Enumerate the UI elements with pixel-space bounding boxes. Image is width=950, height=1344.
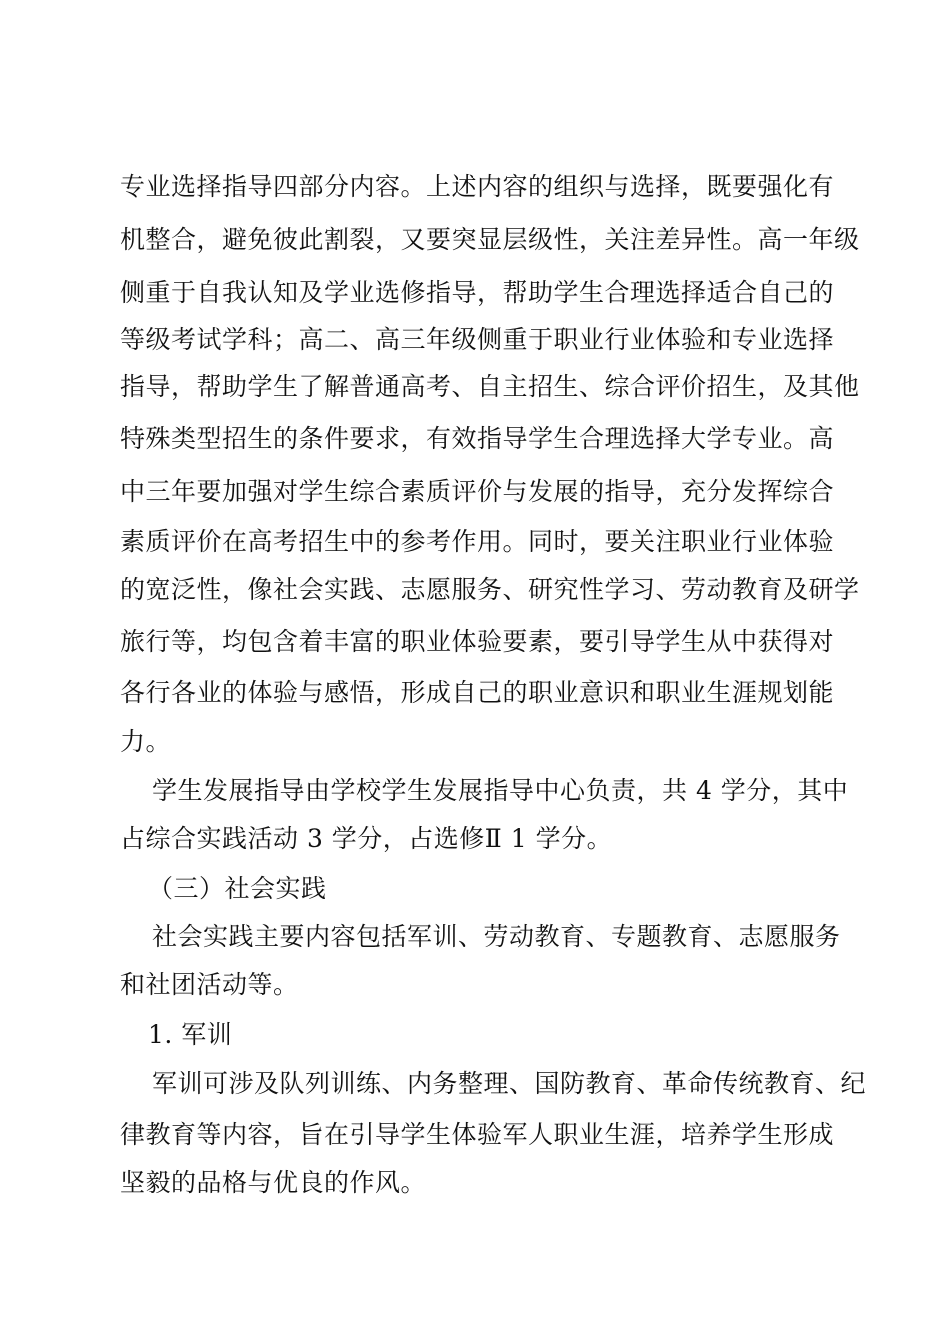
text-line: 的宽泛性，像社会实践、志愿服务、研究性学习、劳动教育及研学 bbox=[120, 575, 860, 604]
text-line: 学生发展指导由学校学生发展指导中心负责，共 4 学分，其中 bbox=[152, 776, 849, 805]
text-line: 军训可涉及队列训练、内务整理、国防教育、革命传统教育、纪 bbox=[152, 1069, 867, 1098]
text-line: 侧重于自我认知及学业选修指导，帮助学生合理选择适合自己的 bbox=[120, 278, 835, 307]
text-line: 中三年要加强对学生综合素质评价与发展的指导，充分发挥综合 bbox=[120, 477, 835, 506]
text-line: 各行各业的体验与感悟，形成自己的职业意识和职业生涯规划能 bbox=[120, 678, 835, 707]
section-heading: （三）社会实践 bbox=[148, 874, 327, 903]
subsection-heading: 1. 军训 bbox=[148, 1020, 233, 1049]
text-line: 律教育等内容，旨在引导学生体验军人职业生涯，培养学生形成 bbox=[120, 1120, 835, 1149]
text-line: 和社团活动等。 bbox=[120, 970, 299, 999]
text-line: 坚毅的品格与优良的作风。 bbox=[120, 1168, 427, 1197]
text-line: 旅行等，均包含着丰富的职业体验要素，要引导学生从中获得对 bbox=[120, 627, 835, 656]
text-line: 专业选择指导四部分内容。上述内容的组织与选择，既要强化有 bbox=[120, 172, 835, 201]
text-line: 力。 bbox=[120, 727, 172, 756]
text-line: 特殊类型招生的条件要求，有效指导学生合理选择大学专业。高 bbox=[120, 424, 835, 453]
text-line: 社会实践主要内容包括军训、劳动教育、专题教育、志愿服务 bbox=[152, 922, 841, 951]
text-line: 机整合，避免彼此割裂，又要突显层级性，关注差异性。高一年级 bbox=[120, 225, 860, 254]
text-line: 素质评价在高考招生中的参考作用。同时，要关注职业行业体验 bbox=[120, 527, 835, 556]
text-line: 等级考试学科；高二、高三年级侧重于职业行业体验和专业选择 bbox=[120, 325, 835, 354]
text-line: 指导，帮助学生了解普通高考、自主招生、综合评价招生，及其他 bbox=[120, 372, 860, 401]
text-line: 占综合实践活动 3 学分，占选修Ⅱ 1 学分。 bbox=[120, 824, 613, 853]
